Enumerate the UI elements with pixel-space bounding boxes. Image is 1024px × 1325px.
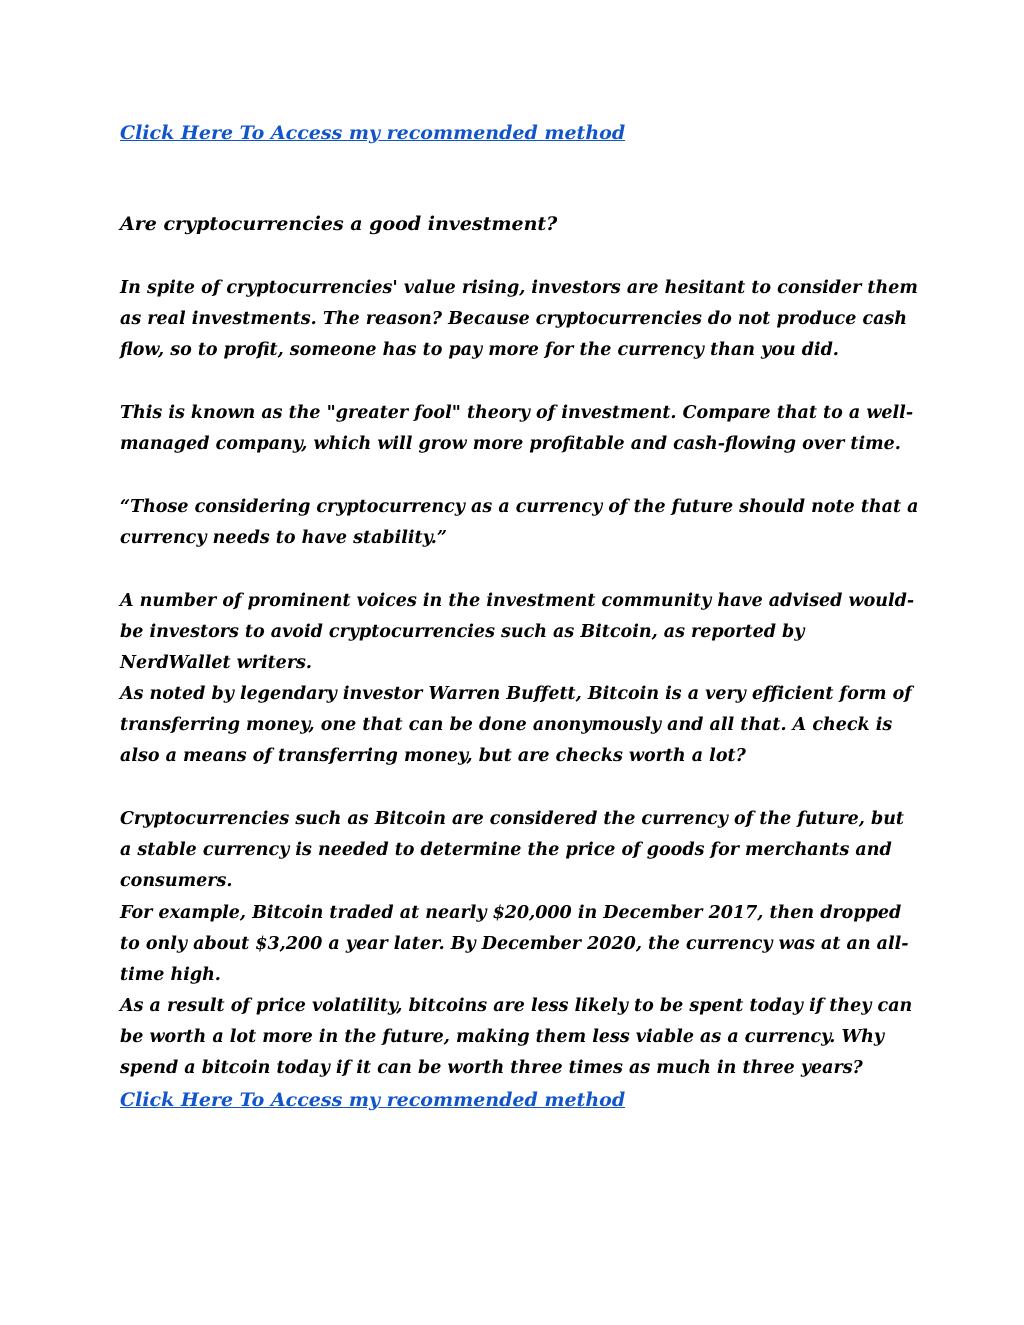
page-heading: Are cryptocurrencies a good investment? (120, 213, 558, 235)
paragraph-greater-fool: This is known as the "greater fool" theory of investment. Compare that to a well-managed company, which will grow more profitable and cash-flowing over time. (120, 403, 914, 454)
paragraph-bitcoin-price-example: For example, Bitcoin traded at nearly $20,000 in December 2017, then dropped to only about $3,200 a year later. By December 2020, the currency was at an all-time high. (120, 903, 909, 985)
recommended-method-link-bottom[interactable]: Click Here To Access my recommended method (120, 1089, 626, 1111)
paragraph-price-volatility: As a result of price volatility, bitcoins are less likely to be spent today if they can be worth a lot more in the future, making them less viable as a currency. Why spend a bitcoin today if it can be worth three times as much in three years? (120, 996, 913, 1078)
paragraph-currency-future: Cryptocurrencies such as Bitcoin are considered the currency of the future, but a stable currency is needed to determine the price of goods for merchants and consumers. (120, 809, 904, 891)
paragraph-buffett: As noted by legendary investor Warren Buffett, Bitcoin is a very efficient form of transferring money, one that can be done anonymously and all that. A check is also a means of transferring money, but are checks worth a lot? (120, 684, 912, 766)
paragraph-nerdwallet: A number of prominent voices in the investment community have advised would-be investors to avoid cryptocurrencies such as Bitcoin, as reported by NerdWallet writers. (120, 591, 915, 673)
recommended-method-link-top[interactable]: Click Here To Access my recommended method (120, 122, 626, 144)
paragraph-stability-quote: “Those considering cryptocurrency as a currency of the future should note that a currency needs to have stability.” (120, 497, 919, 548)
paragraph-cash-flow: In spite of cryptocurrencies' value rising, investors are hesitant to consider them as real investments. The reason? Because cryptocurrencies do not produce cash flow, so to profit, someone has to pay more for the currency than you did. (120, 278, 918, 360)
